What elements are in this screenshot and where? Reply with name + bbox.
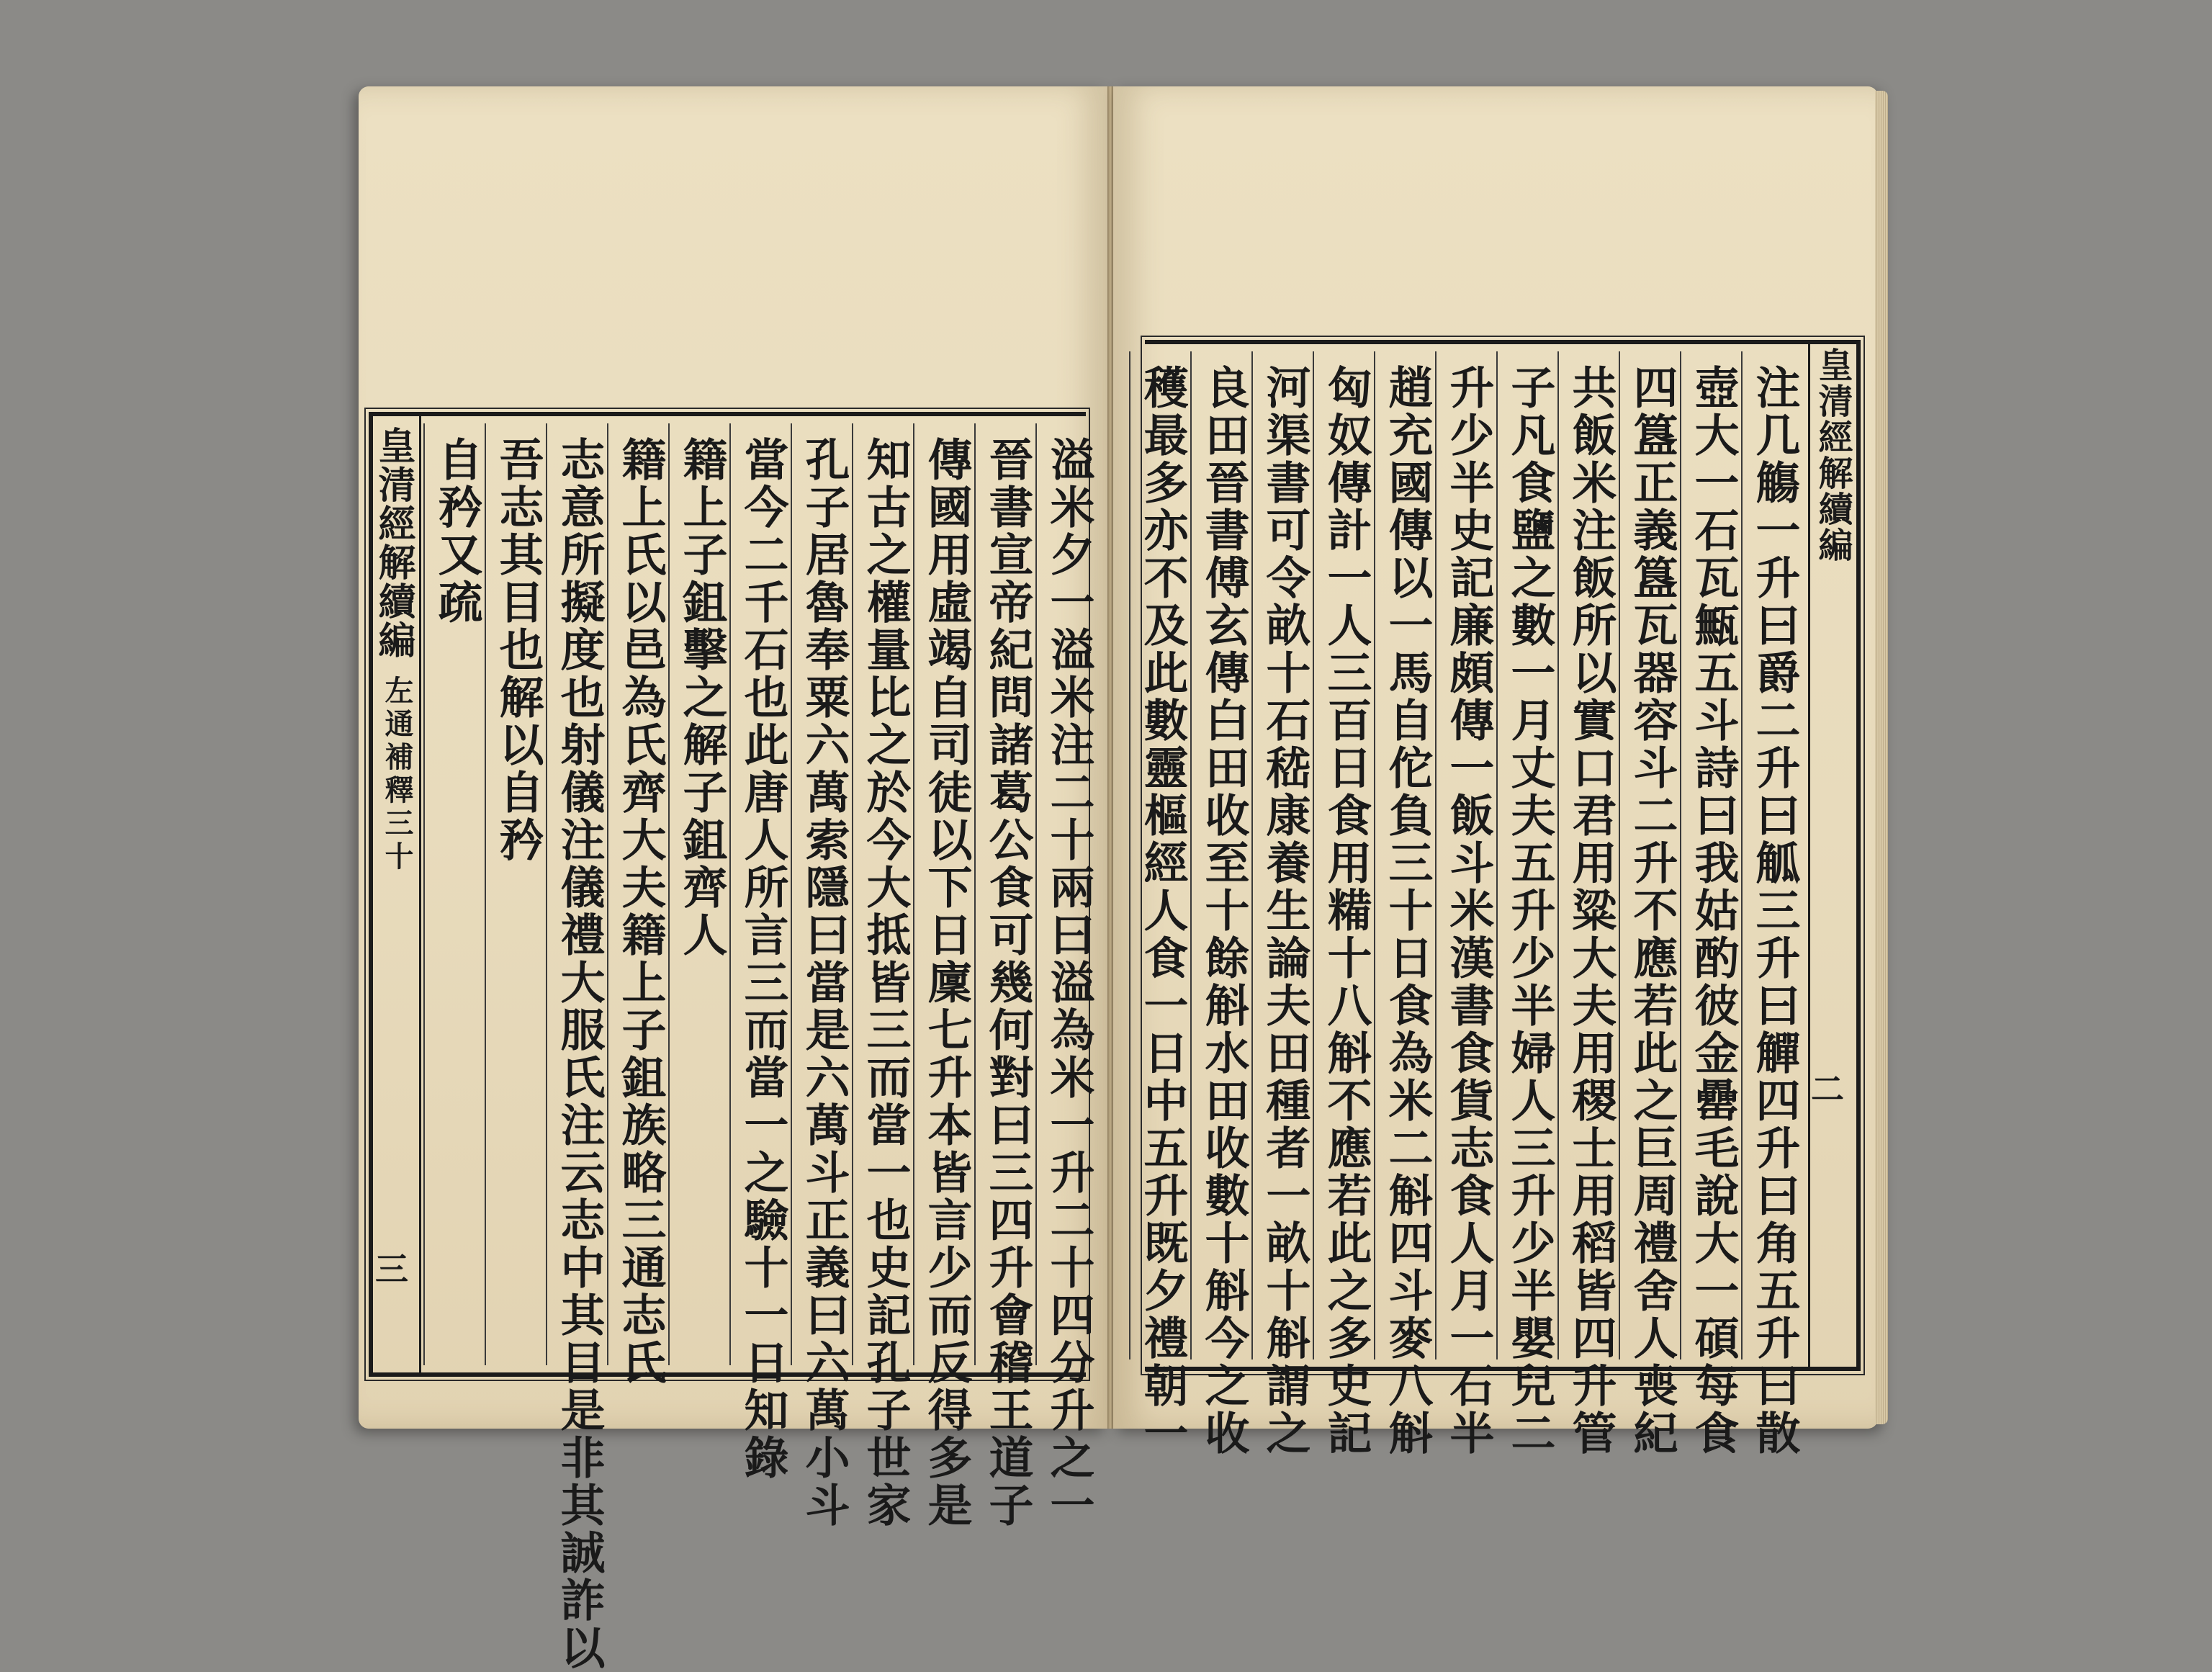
left-column-text: 籍上氏以邑為氏齊大夫籍上子鉏族略三通志氏 xyxy=(614,436,667,1387)
left-column-text: 孔子居魯奉粟六萬索隱曰當是六萬斗正義曰六萬小斗 xyxy=(798,436,850,1529)
right-text-column xyxy=(1741,351,1806,1457)
right-column-text: 河渠書可令畝十石嵇康養生論夫田種者一畝十斛謂之 xyxy=(1259,364,1311,1457)
right-column-text: 良田晉書傅玄傳白田收至十餘斛水田收數十斛今之收 xyxy=(1197,364,1250,1457)
left-text-frame xyxy=(369,412,1095,1672)
right-column-text: 注几觴一升曰爵二升曰觚三升曰觶四升曰角五升曰散 xyxy=(1748,364,1801,1457)
left-column-text: 籍上子鉏擊之解子鉏齊人 xyxy=(675,436,728,959)
open-book xyxy=(359,86,1878,1672)
left-page-number: 三 xyxy=(370,1251,409,1286)
right-column-text: 穫最多亦不及此數靈樞經人食一日中五升既夕禮朝一 xyxy=(1136,364,1189,1457)
right-column-text: 升少半史記廉頗傳一飯斗米漢書食貨志食人月一石半 xyxy=(1442,364,1495,1457)
left-column-text: 志意所擬度也射儀注儀禮大服氏注云志中其目是非其誠詐以 xyxy=(553,436,606,1672)
right-text-column xyxy=(1190,351,1255,1457)
right-page-number: 二 xyxy=(1806,1071,1845,1105)
page-edges xyxy=(1875,91,1888,1424)
left-text-column xyxy=(1035,423,1100,1529)
book-gutter xyxy=(1107,86,1113,1429)
right-column-text: 子凡食鹽之數一月丈夫五升少半婦人三升少半嬰兒二 xyxy=(1503,364,1556,1457)
right-column-text: 四簋正義簋瓦器容斗二升不應若此之巨周禮舍人喪紀 xyxy=(1626,364,1678,1457)
right-book-title: 皇清經解續編 xyxy=(1812,347,1853,563)
right-text-column xyxy=(1129,351,1194,1457)
left-section-title: 左通補釋三十 xyxy=(380,675,414,874)
left-column-text: 溢米夕一溢米注二十兩曰溢為米一升二十四分升之一 xyxy=(1043,436,1095,1529)
right-text-column xyxy=(1251,351,1316,1457)
left-column-text: 傳國用虛竭自司徒以下日廩七升本皆言少而反得多是 xyxy=(920,436,973,1529)
left-text-column xyxy=(791,423,855,1529)
left-page xyxy=(359,86,1107,1672)
right-text-column xyxy=(1619,351,1683,1457)
left-column-text: 自矜又疏 xyxy=(431,436,483,626)
left-text-column xyxy=(974,423,1039,1529)
right-column-text: 共飯米注飯所以實口君用粱大夫用稷士用稻皆四升管 xyxy=(1565,364,1617,1457)
left-text-column xyxy=(852,423,917,1529)
left-text-column xyxy=(423,423,488,1365)
right-text-column xyxy=(1680,351,1745,1457)
left-column-text: 知古之權量比之於今大抵皆三而當一也史記孔子世家 xyxy=(859,436,912,1529)
right-text-column xyxy=(1313,351,1377,1457)
right-column-text: 趙充國傳以一馬自佗負三十日食為米二斛四斗麥八斛 xyxy=(1381,364,1434,1457)
right-column-text: 壺大一石瓦甒五斗詩曰我姑酌彼金罍毛說大一碩每食 xyxy=(1687,364,1740,1457)
left-book-title: 皇清經解續編 xyxy=(372,426,415,660)
left-text-column xyxy=(913,423,978,1529)
left-column-text: 當今二千石也此唐人所言三而當一之驗十一日知錄 xyxy=(737,436,789,1482)
left-text-column xyxy=(607,423,672,1387)
left-text-column xyxy=(729,423,794,1482)
right-page xyxy=(1113,86,1878,1457)
right-text-column xyxy=(1557,351,1622,1457)
left-margin-column xyxy=(370,416,421,1372)
right-text-column xyxy=(1496,351,1561,1457)
right-text-column xyxy=(1374,351,1439,1457)
left-text-column xyxy=(546,423,611,1672)
right-column-text: 匈奴傳計一人三百日食用糒十八斛不應若此之多史記 xyxy=(1320,364,1372,1457)
right-text-column xyxy=(1435,351,1500,1457)
left-column-text: 晉書宣帝紀問諸葛公食可幾何對曰三四升會稽王道子 xyxy=(981,436,1034,1529)
left-text-column xyxy=(485,423,549,1365)
left-column-text: 吾志其目也解以自矜 xyxy=(492,436,544,864)
right-margin-column xyxy=(1808,344,1856,1367)
left-text-column xyxy=(668,423,733,1365)
right-text-frame xyxy=(1136,340,1861,1457)
